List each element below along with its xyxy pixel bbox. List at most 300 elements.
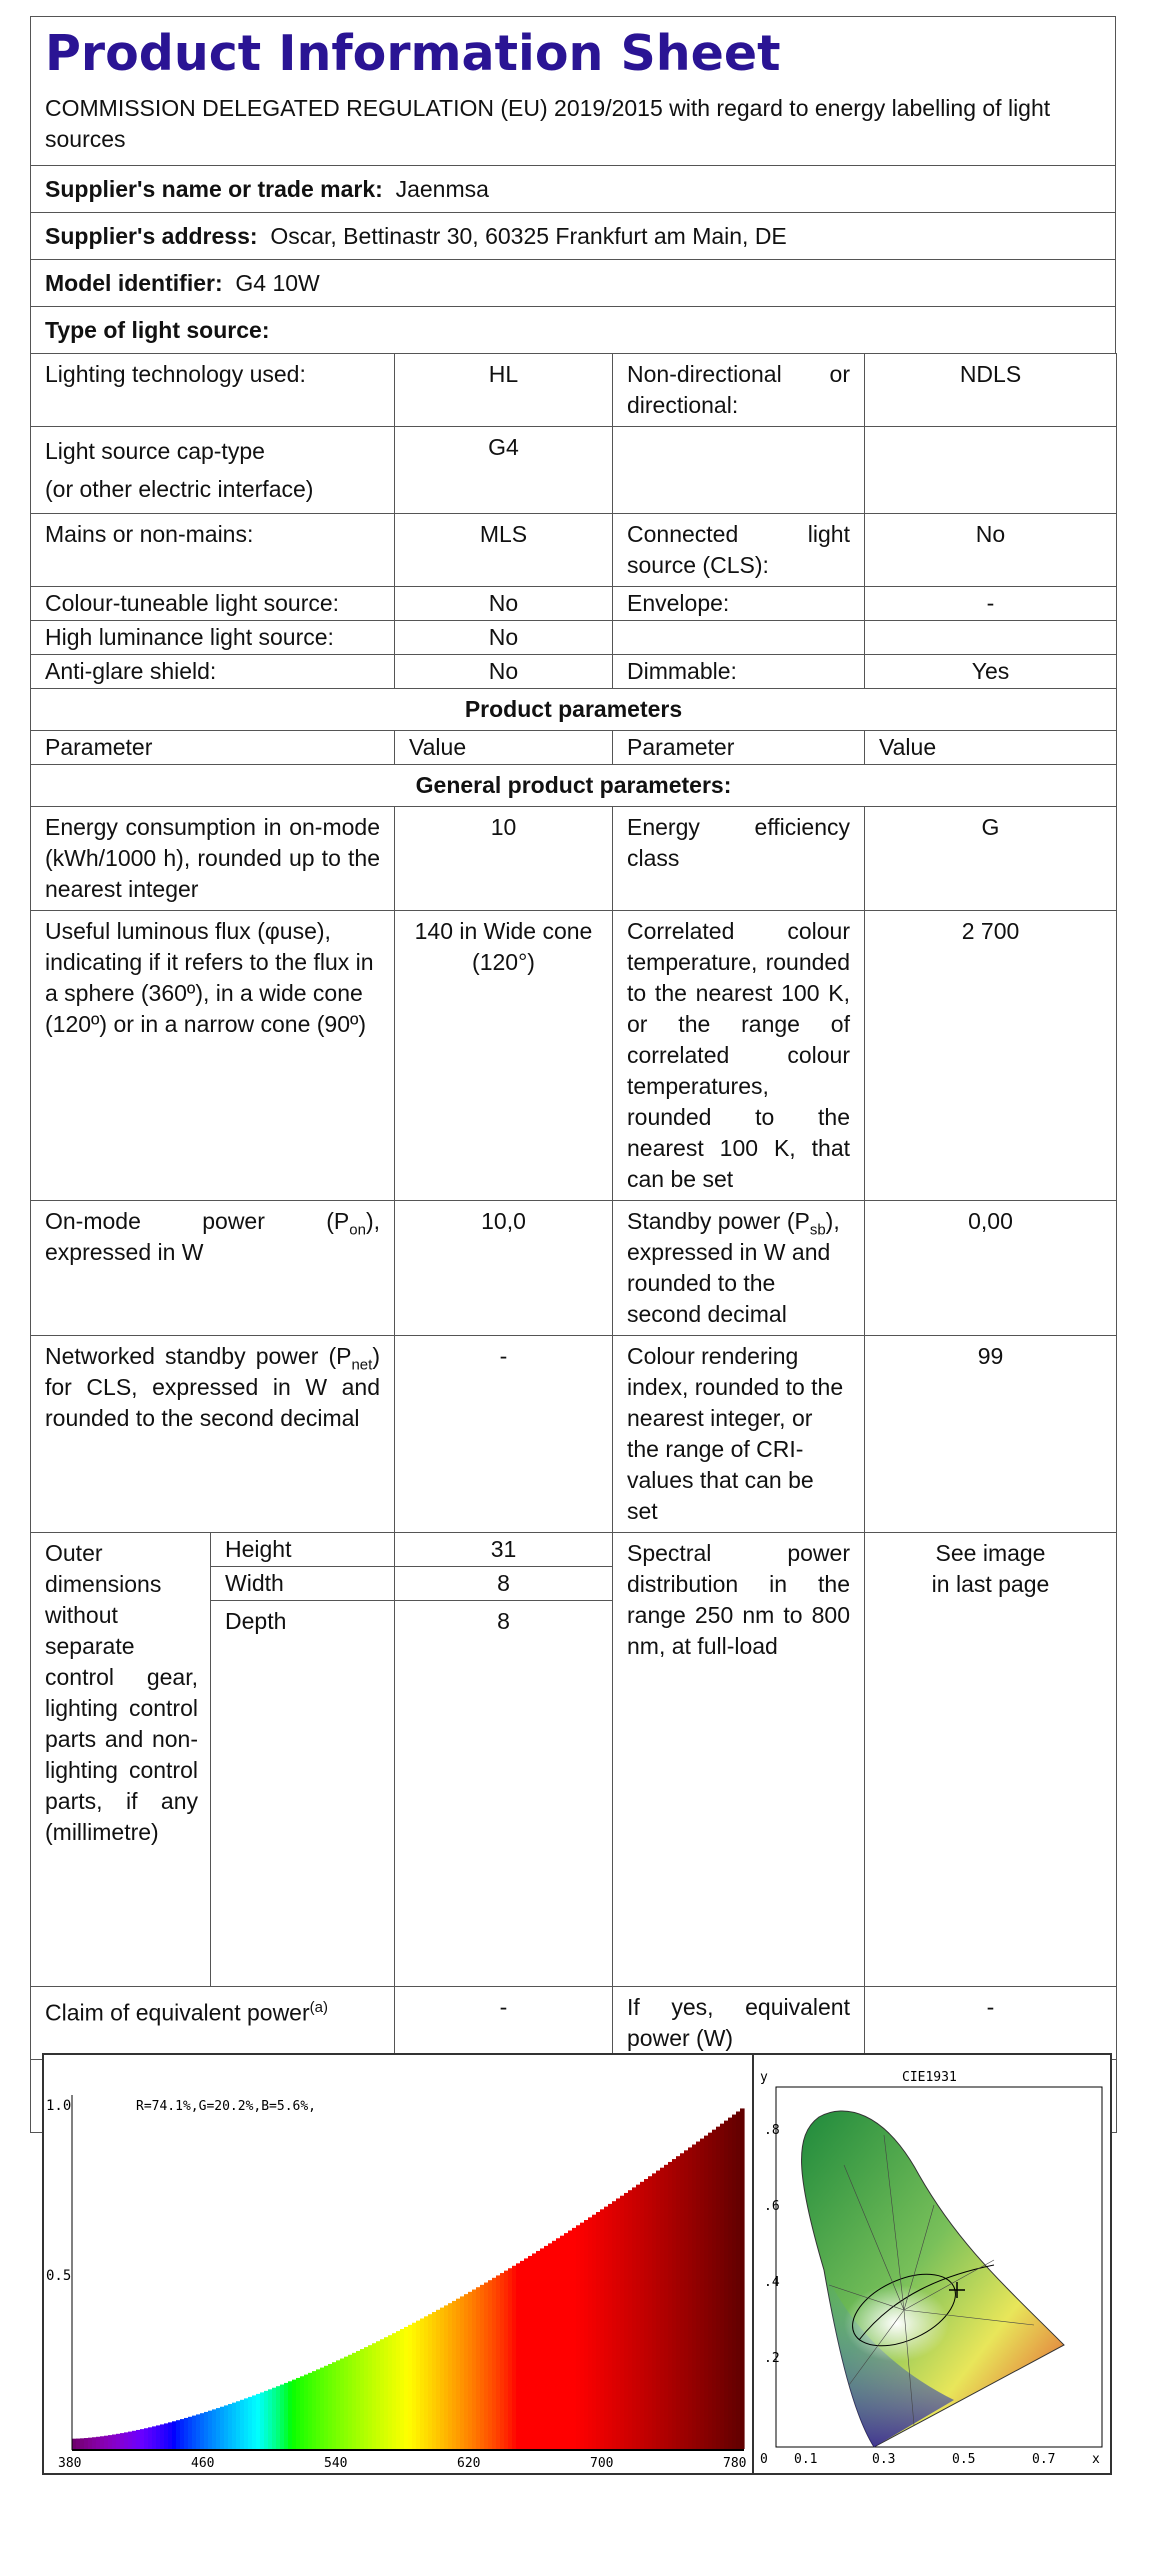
spectrum-bar xyxy=(700,2139,705,2449)
x-tick-label: 780 xyxy=(723,2456,747,2471)
spectrum-bar xyxy=(156,2425,161,2449)
spectrum-bar xyxy=(600,2209,605,2449)
height-value: 31 xyxy=(395,1533,613,1567)
spectrum-bar xyxy=(292,2380,297,2449)
spectrum-bar xyxy=(132,2431,137,2449)
spectrum-bar xyxy=(616,2198,621,2449)
model-label: Model identifier: xyxy=(45,270,223,296)
cie-y-tick-label: .8 xyxy=(764,2123,780,2138)
spectrum-bar xyxy=(284,2383,289,2449)
equiv-label xyxy=(31,1987,395,2060)
cie-svg xyxy=(754,2055,1110,2473)
energy-value: 10 xyxy=(395,807,613,911)
spectrum-bar xyxy=(456,2299,461,2449)
spectrum-bar xyxy=(336,2360,341,2449)
model-row xyxy=(30,259,1116,306)
flux-label: Useful luminous flux (φuse), indicating if it refers to the flux in a sphere (360º), in a wide cone (120º) or in a narrow cone (90º) xyxy=(31,911,395,1201)
spectrum-bar xyxy=(572,2228,577,2449)
spectrum-bar xyxy=(316,2369,321,2449)
glare-value: No xyxy=(395,655,613,689)
cri-label: Colour rendering index, rounded to the nearest integer, or the range of CRI-values that can be set xyxy=(613,1336,865,1533)
spectrum-bar xyxy=(324,2366,329,2449)
model-value: G4 10W xyxy=(235,270,320,296)
spectrum-bar xyxy=(224,2405,229,2449)
regulation-text: COMMISSION DELEGATED REGULATION (EU) 2019/2015 with regard to energy labelling of light sources xyxy=(45,95,1051,152)
equiv-value: - xyxy=(395,1987,613,2060)
spectrum-bar xyxy=(160,2424,165,2449)
spectrum-bar xyxy=(596,2212,601,2449)
spectrum-bar xyxy=(612,2201,617,2449)
spectrum-bar xyxy=(528,2256,533,2449)
spectrum-bar xyxy=(484,2283,489,2449)
table-row xyxy=(31,1533,1117,1567)
spectrum-bar xyxy=(312,2371,317,2449)
cie-y-tick-label: .4 xyxy=(764,2275,780,2290)
spectrum-bar xyxy=(92,2437,97,2449)
cie-x-tick-label: 0.5 xyxy=(952,2452,976,2467)
spectrum-bar xyxy=(740,2108,745,2449)
table-row xyxy=(31,514,1117,587)
spectrum-bar xyxy=(116,2434,121,2449)
spectrum-bar xyxy=(208,2411,213,2449)
tech-value: HL xyxy=(395,354,613,427)
spectrum-bar xyxy=(632,2187,637,2449)
x-tick-label: 540 xyxy=(324,2456,348,2471)
general-parameters-heading: General product parameters: xyxy=(31,765,1117,807)
spectrum-bar xyxy=(668,2162,673,2449)
product-parameters-heading: Product parameters xyxy=(31,689,1117,731)
pon-label xyxy=(31,1201,395,1336)
spectrum-bar xyxy=(192,2416,197,2449)
spectrum-bar xyxy=(712,2130,717,2449)
spectrum-bar xyxy=(380,2339,385,2449)
table-row xyxy=(31,655,1117,689)
spectrum-bar xyxy=(736,2112,741,2450)
spectrum-bar xyxy=(76,2439,81,2449)
spectrum-bar xyxy=(408,2325,413,2449)
header-block xyxy=(30,16,1116,165)
cap-label xyxy=(31,427,395,514)
spectrum-bar xyxy=(592,2215,597,2449)
equiv-label-sup: (a) xyxy=(309,1999,328,2016)
spectrum-bar xyxy=(508,2268,513,2449)
spectrum-bar xyxy=(648,2176,653,2449)
spectrum-bar xyxy=(444,2305,449,2449)
cap-label-line1: Light source cap-type xyxy=(45,438,265,464)
spectrum-bar xyxy=(644,2179,649,2449)
spectrum-bar xyxy=(652,2173,657,2449)
spectrum-bar xyxy=(464,2294,469,2449)
spectrum-bar xyxy=(112,2434,117,2449)
table-row xyxy=(31,1201,1117,1336)
spectrum-bar xyxy=(584,2220,589,2449)
spectrum-bar xyxy=(400,2329,405,2449)
cls-label: Connected light source (CLS): xyxy=(613,514,865,587)
cct-value: 2 700 xyxy=(865,911,1117,1201)
pon-label-sub: on xyxy=(349,1221,366,1239)
energy-label: Energy consumption in on-mode (kWh/1000 h), rounded up to the nearest integer xyxy=(31,807,395,911)
spectrum-bar xyxy=(432,2312,437,2449)
spectrum-bar xyxy=(184,2418,189,2449)
spectrum-bar xyxy=(152,2426,157,2449)
type-heading-row xyxy=(30,306,1116,353)
pon-label-pre: On-mode power (P xyxy=(45,1208,350,1234)
spectrum-bar xyxy=(636,2185,641,2449)
spectrum-bar xyxy=(560,2236,565,2449)
spectrum-bar xyxy=(100,2436,105,2449)
spectrum-bar xyxy=(308,2373,313,2449)
x-tick-label: 620 xyxy=(457,2456,481,2471)
spectrum-bar xyxy=(288,2381,293,2449)
envelope-label: Envelope: xyxy=(613,587,865,621)
empty-cell xyxy=(865,621,1117,655)
spectrum-bar xyxy=(672,2159,677,2449)
spectrum-bar xyxy=(196,2414,201,2449)
cap-value: G4 xyxy=(395,427,613,514)
cie-x-tick-label: 0.7 xyxy=(1032,2452,1056,2467)
dimmable-label: Dimmable: xyxy=(613,655,865,689)
spectrum-bar xyxy=(640,2182,645,2449)
spectrum-bar xyxy=(268,2389,273,2449)
tuneable-label: Colour-tuneable light source: xyxy=(31,587,395,621)
spectrum-bar xyxy=(320,2368,325,2449)
cri-value: 99 xyxy=(865,1336,1117,1533)
spectrum-bar xyxy=(684,2150,689,2449)
spectrum-bar xyxy=(624,2193,629,2449)
table-row xyxy=(31,765,1117,807)
spectrum-bar xyxy=(536,2251,541,2449)
spectrum-bar xyxy=(496,2275,501,2449)
x-tick-label: 700 xyxy=(590,2456,614,2471)
cap-label-line2: (or other electric interface) xyxy=(45,476,314,502)
depth-label: Depth xyxy=(211,1601,395,1987)
cie-title: CIE1931 xyxy=(902,2070,957,2085)
spectrum-bar xyxy=(164,2423,169,2449)
spectrum-bar xyxy=(696,2142,701,2449)
cie-origin-label: 0 xyxy=(760,2452,768,2467)
spectrum-bar xyxy=(124,2432,129,2449)
pon-value: 10,0 xyxy=(395,1201,613,1336)
cie-x-tick-label: 0.1 xyxy=(794,2452,818,2467)
spectrum-bar xyxy=(576,2225,581,2449)
spectrum-bar xyxy=(520,2261,525,2449)
spectrum-bar xyxy=(692,2144,697,2449)
dims-label: Outer dimensions without separate control gear, lighting control parts and non-lighting control parts, if any (millimetre) xyxy=(31,1533,211,1987)
spectrum-bar xyxy=(216,2408,221,2449)
depth-value: 8 xyxy=(395,1601,613,1987)
spectrum-bar xyxy=(412,2323,417,2449)
spd-value-line1: See image xyxy=(935,1540,1046,1566)
tuneable-value: No xyxy=(395,587,613,621)
spectrum-bar xyxy=(296,2378,301,2449)
tech-label: Lighting technology used: xyxy=(31,354,395,427)
spectrum-bar xyxy=(220,2407,225,2449)
equiv-label-text: Claim of equivalent power xyxy=(45,1999,310,2026)
table-row xyxy=(31,621,1117,655)
spectral-power-chart xyxy=(44,2055,754,2473)
figures-panel xyxy=(42,2053,1112,2475)
spectrum-bar xyxy=(248,2397,253,2449)
spectrum-bar xyxy=(392,2333,397,2449)
spectrum-bar xyxy=(176,2420,181,2449)
spectrum-bar xyxy=(188,2417,193,2449)
x-tick-label: 380 xyxy=(58,2456,82,2471)
spectrum-bar xyxy=(440,2308,445,2449)
class-value: G xyxy=(865,807,1117,911)
spectrum-bar xyxy=(716,2127,721,2449)
spectrum-bar xyxy=(680,2153,685,2449)
y-tick-label: 0.5 xyxy=(46,2268,72,2284)
spectrum-bar xyxy=(552,2241,557,2449)
psb-label-sub: sb xyxy=(809,1221,826,1239)
spectrum-bar xyxy=(236,2401,241,2449)
table-row xyxy=(31,689,1117,731)
column-header-value: Value xyxy=(395,731,613,765)
spectrum-bar xyxy=(228,2404,233,2449)
empty-cell xyxy=(865,427,1117,514)
spectrum-bar xyxy=(300,2376,305,2449)
psb-label-pre: Standby power (P xyxy=(627,1208,810,1234)
flux-value: 140 in Wide cone (120°) xyxy=(395,911,613,1201)
spectrum-bar xyxy=(448,2303,453,2449)
spectrum-bar xyxy=(548,2243,553,2449)
envelope-value: - xyxy=(865,587,1117,621)
spectrum-bar xyxy=(504,2271,509,2449)
height-label: Height xyxy=(211,1533,395,1567)
table-row xyxy=(31,807,1117,911)
supplier-name-value: Jaenmsa xyxy=(395,176,489,202)
spectrum-bar xyxy=(384,2337,389,2449)
directional-value: NDLS xyxy=(865,354,1117,427)
pon-label-post: ), expressed in W xyxy=(45,1208,380,1265)
spectrum-bar xyxy=(720,2124,725,2449)
luminance-value: No xyxy=(395,621,613,655)
spectrum-bar xyxy=(628,2190,633,2449)
spectrum-bar xyxy=(512,2266,517,2449)
spd-value xyxy=(865,1533,1117,1987)
cls-value: No xyxy=(865,514,1117,587)
equiv-w-label: If yes, equivalent power (W) xyxy=(613,1987,865,2060)
spectrum-bar xyxy=(416,2321,421,2449)
empty-cell xyxy=(613,621,865,655)
spectrum-bar xyxy=(204,2412,209,2449)
dimmable-value: Yes xyxy=(865,655,1117,689)
y-tick-label: 1.0 xyxy=(46,2098,72,2114)
spectrum-bar xyxy=(256,2394,261,2449)
spectrum-bar xyxy=(676,2156,681,2449)
spectrum-bar xyxy=(396,2331,401,2449)
spectrum-bar xyxy=(488,2280,493,2449)
spectrum-bar xyxy=(340,2359,345,2449)
spectrum-bar xyxy=(136,2430,141,2449)
spectrum-bar xyxy=(328,2364,333,2449)
table-row xyxy=(31,731,1117,765)
class-label: Energy efficiency class xyxy=(613,807,865,911)
luminance-label: High luminance light source: xyxy=(31,621,395,655)
spectrum-bar xyxy=(428,2314,433,2449)
cie-x-tick-label: 0.3 xyxy=(872,2452,896,2467)
pnet-label-pre: Networked standby power (P xyxy=(45,1343,352,1369)
spectrum-bar xyxy=(360,2349,365,2449)
table-row xyxy=(31,911,1117,1201)
supplier-name-label: Supplier's name or trade mark: xyxy=(45,176,383,202)
spectrum-bar xyxy=(732,2115,737,2449)
psb-value: 0,00 xyxy=(865,1201,1117,1336)
spectrum-bar xyxy=(580,2223,585,2449)
column-header-value: Value xyxy=(865,731,1117,765)
spectrum-bar xyxy=(516,2263,521,2449)
spectrum-bar xyxy=(472,2290,477,2449)
spectrum-bar xyxy=(460,2296,465,2449)
mains-value: MLS xyxy=(395,514,613,587)
spectrum-bar xyxy=(84,2438,89,2449)
cie-y-tick-label: .6 xyxy=(764,2199,780,2214)
pnet-value: - xyxy=(395,1336,613,1533)
spectrum-bar xyxy=(264,2391,269,2449)
spectrum-bar xyxy=(252,2395,257,2449)
pnet-label-post: ) for CLS, expressed in W and rounded to the second decimal xyxy=(45,1343,380,1431)
column-header-parameter: Parameter xyxy=(31,731,395,765)
spectrum-bar xyxy=(620,2196,625,2449)
empty-cell xyxy=(613,427,865,514)
spectrum-bar xyxy=(724,2121,729,2449)
spectrum-bar xyxy=(704,2136,709,2449)
spd-label: Spectral power distribution in the range 250 nm to 800 nm, at full-load xyxy=(613,1533,865,1987)
cie-chromaticity-diagram xyxy=(754,2055,1110,2473)
spectrum-bar xyxy=(88,2438,93,2449)
spectrum-bar xyxy=(120,2433,125,2449)
spectrum-bar xyxy=(436,2310,441,2449)
spectrum-bar xyxy=(480,2285,485,2449)
spectrum-bar xyxy=(424,2316,429,2449)
supplier-address-label: Supplier's address: xyxy=(45,223,258,249)
spectrum-bar xyxy=(260,2392,265,2449)
spectrum-bar xyxy=(388,2335,393,2449)
spectrum-bar xyxy=(272,2388,277,2449)
spectrum-bar xyxy=(244,2398,249,2449)
mains-label: Mains or non-mains: xyxy=(31,514,395,587)
table-row xyxy=(31,427,1117,514)
spectrum-bar xyxy=(524,2258,529,2449)
x-tick-label: 460 xyxy=(191,2456,215,2471)
pnet-label-sub: net xyxy=(351,1356,373,1374)
table-row xyxy=(31,354,1117,427)
spectrum-bar xyxy=(728,2118,733,2449)
supplier-address-row xyxy=(30,212,1116,259)
spectrum-bar xyxy=(72,2439,77,2449)
spd-value-line2: in last page xyxy=(931,1571,1050,1597)
psb-label xyxy=(613,1201,865,1336)
spectrum-bar xyxy=(372,2343,377,2449)
rgb-annotation: R=74.1%,G=20.2%,B=5.6%, xyxy=(136,2099,317,2114)
spectrum-bar xyxy=(568,2231,573,2449)
glare-label: Anti-glare shield: xyxy=(31,655,395,689)
table-row xyxy=(31,1987,1117,2060)
cct-label: Correlated colour temperature, rounded to the nearest 100 K, or the range of correlated colour temperatures, rounded to the nearest 100 K, that can be set xyxy=(613,911,865,1201)
spectrum-bar xyxy=(128,2432,133,2449)
spectrum-bar xyxy=(656,2171,661,2449)
pnet-label xyxy=(31,1336,395,1533)
spectrum-bar xyxy=(688,2147,693,2449)
spectrum-svg xyxy=(44,2055,752,2473)
spectrum-bar xyxy=(476,2287,481,2449)
spectrum-bar xyxy=(140,2429,145,2449)
spectrum-bar xyxy=(180,2419,185,2449)
spectrum-bar xyxy=(80,2438,85,2449)
spectrum-bar xyxy=(540,2248,545,2449)
spectrum-bar xyxy=(352,2353,357,2449)
directional-label: Non-directional or directional: xyxy=(613,354,865,427)
spectrum-bar xyxy=(108,2435,113,2449)
spectrum-bar xyxy=(588,2217,593,2449)
spectrum-bar xyxy=(500,2273,505,2449)
equiv-w-value: - xyxy=(865,1987,1117,2060)
spectrum-bar xyxy=(356,2351,361,2449)
spectrum-bar xyxy=(708,2133,713,2449)
table-row xyxy=(31,1336,1117,1533)
supplier-name-row xyxy=(30,165,1116,212)
spectrum-bar xyxy=(172,2421,177,2449)
spectrum-bar xyxy=(212,2409,217,2449)
spectrum-bar xyxy=(200,2413,205,2449)
width-value: 8 xyxy=(395,1567,613,1601)
spectrum-bar xyxy=(332,2362,337,2449)
cie-x-axis-label: x xyxy=(1092,2452,1100,2467)
spectrum-bar xyxy=(104,2436,109,2449)
spectrum-bar xyxy=(304,2375,309,2449)
spectrum-bar xyxy=(660,2168,665,2449)
table-row xyxy=(31,587,1117,621)
spectrum-bars xyxy=(72,2108,745,2449)
spectrum-bar xyxy=(544,2246,549,2449)
psb-label-post: ), expressed in W and rounded to the second decimal xyxy=(627,1208,840,1327)
spectrum-bar xyxy=(276,2386,281,2449)
spectrum-bar xyxy=(348,2355,353,2449)
type-heading: Type of light source: xyxy=(45,317,270,343)
spectrum-bar xyxy=(148,2427,153,2449)
cie-y-axis-label: y xyxy=(760,2070,768,2085)
spectrum-bar xyxy=(280,2385,285,2449)
spectrum-bar xyxy=(564,2233,569,2449)
page-title: Product Information Sheet xyxy=(45,25,781,82)
spectrum-bar xyxy=(404,2327,409,2449)
spectrum-bar xyxy=(420,2318,425,2449)
spectrum-bar xyxy=(492,2278,497,2449)
spectrum-bar xyxy=(452,2301,457,2449)
spectrum-bar xyxy=(240,2400,245,2449)
parameters-table xyxy=(30,353,1117,2133)
spectrum-bar xyxy=(368,2345,373,2449)
spectrum-bar xyxy=(96,2437,101,2449)
product-information-sheet xyxy=(30,16,1116,2220)
spectrum-bar xyxy=(168,2422,173,2449)
spectrum-bar xyxy=(232,2403,237,2449)
spectrum-bar xyxy=(604,2207,609,2449)
column-header-parameter: Parameter xyxy=(613,731,865,765)
width-label: Width xyxy=(211,1567,395,1601)
supplier-address-value: Oscar, Bettinastr 30, 60325 Frankfurt am Main, DE xyxy=(270,223,787,249)
cie-y-tick-label: .2 xyxy=(764,2351,780,2366)
spectrum-bar xyxy=(664,2165,669,2449)
spectrum-bar xyxy=(344,2357,349,2449)
spectrum-bar xyxy=(364,2347,369,2449)
spectrum-bar xyxy=(532,2253,537,2449)
spectrum-bar xyxy=(556,2238,561,2449)
spectrum-bar xyxy=(608,2204,613,2449)
spectrum-bar xyxy=(144,2428,149,2449)
spectrum-bar xyxy=(376,2341,381,2449)
spectrum-bar xyxy=(468,2292,473,2449)
